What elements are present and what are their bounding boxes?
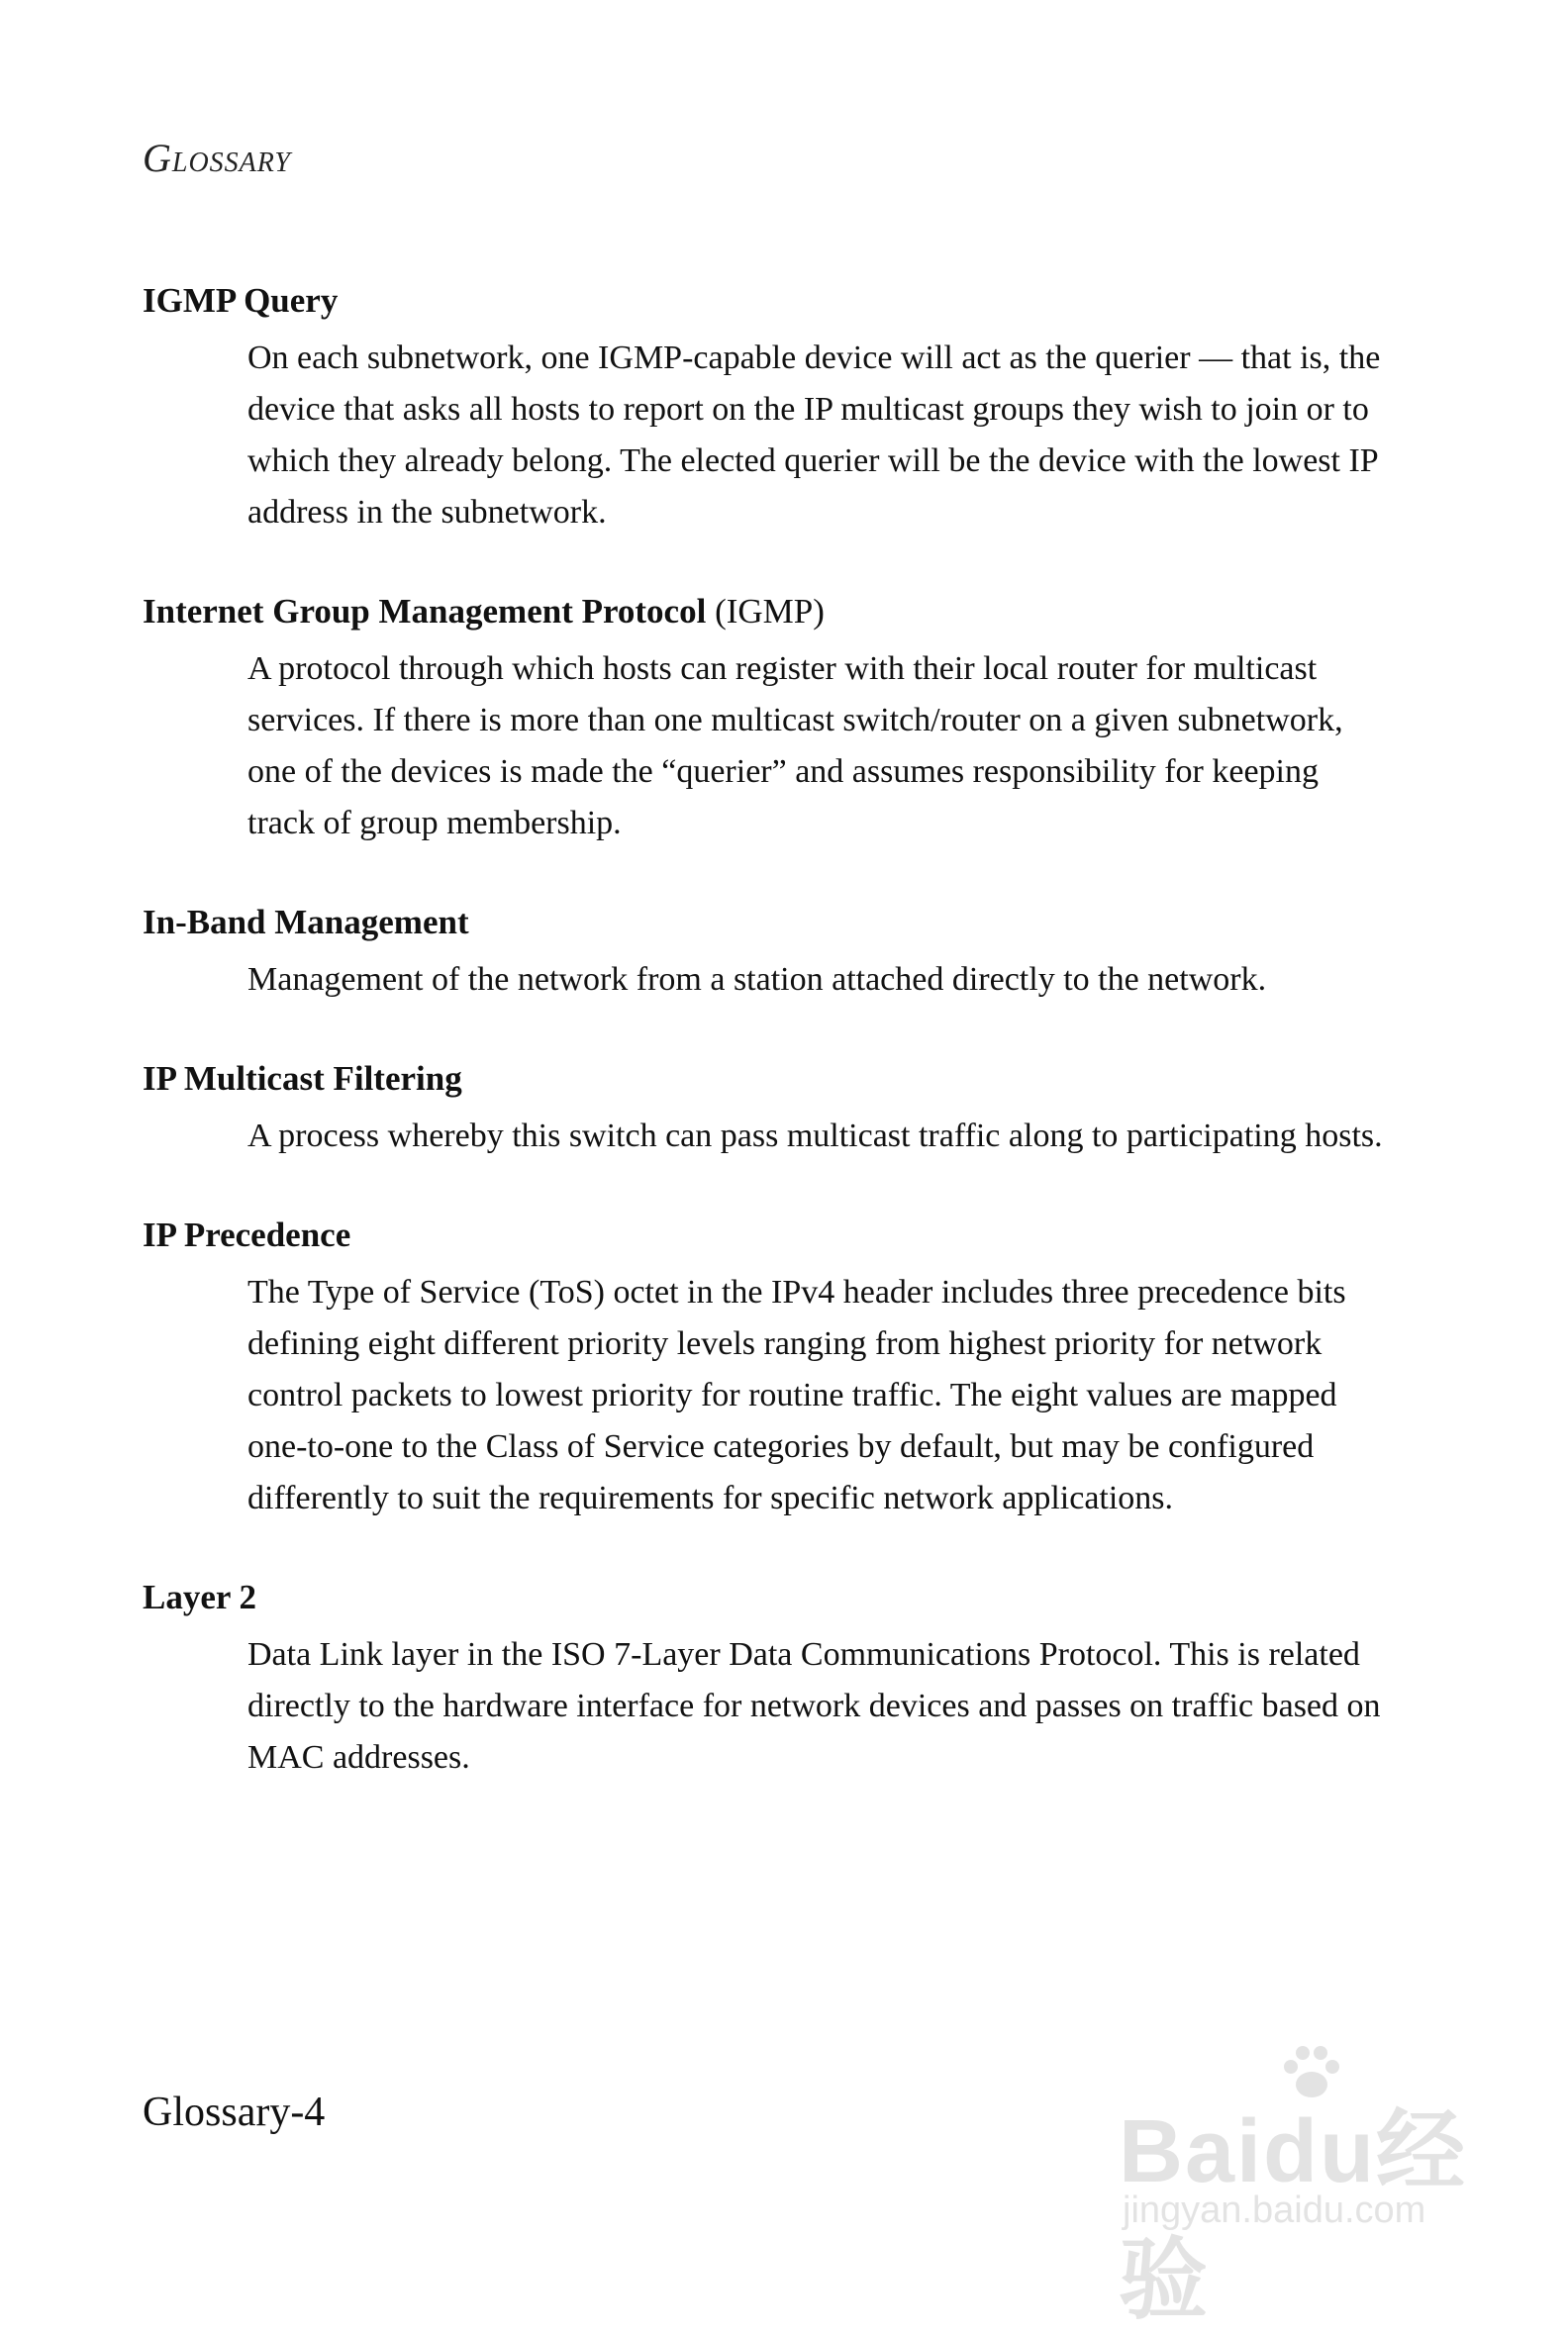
term: Internet Group Management Protocol xyxy=(143,592,707,631)
definition: Management of the network from a station attached directly to the network. xyxy=(247,961,1267,998)
term: Layer 2 xyxy=(143,1578,257,1616)
running-header: Glossary xyxy=(143,136,291,180)
term: IGMP Query xyxy=(143,281,339,320)
glossary-entry xyxy=(143,1051,1390,1162)
term-line xyxy=(143,1570,1390,1625)
term: IP Multicast Filtering xyxy=(143,1059,462,1098)
term: In-Band Management xyxy=(143,903,469,941)
watermark-url: jingyan.baidu.com xyxy=(1123,2190,1426,2231)
glossary-entry xyxy=(143,273,1390,538)
definition: A protocol through which hosts can register with their local router for multicast services. If there is more than one multicast switch/router on a given subnetwork, one of the devices is made the “querier” and assumes responsibility for keeping track of group membership. xyxy=(247,650,1343,841)
glossary-entry xyxy=(143,895,1390,1006)
glossary-list xyxy=(143,273,1390,1829)
watermark xyxy=(1109,2039,1505,2330)
glossary-entry xyxy=(143,584,1390,849)
definition: Data Link layer in the ISO 7-Layer Data Communications Protocol. This is related directly to the hardware interface for network devices and passes on traffic based on MAC addresses. xyxy=(247,1636,1381,1776)
term-abbreviation: (IGMP) xyxy=(706,592,825,631)
term-line xyxy=(143,895,1390,950)
glossary-entry xyxy=(143,1570,1390,1784)
term-line xyxy=(143,273,1390,329)
watermark-brand: Baidu经验 xyxy=(1119,2102,1468,2330)
term-line xyxy=(143,1208,1390,1263)
definition: On each subnetwork, one IGMP-capable device will act as the querier — that is, the device that asks all hosts to report on the IP multicast groups they wish to join or to which they already belong. The elected querier will be the device with the lowest IP address in the subnetwork. xyxy=(247,340,1381,531)
term-line xyxy=(143,1051,1390,1107)
definition: A process whereby this switch can pass multicast traffic along to participating hosts. xyxy=(247,1118,1383,1154)
definition: The Type of Service (ToS) octet in the IPv4 header includes three precedence bits defining eight different priority levels ranging from highest priority for network control packets to lowest priority for routine traffic. The eight values are mapped one-to-one to the Class of Service categories by default, but may be configured differently to suit the requirements for specific network applications. xyxy=(247,1274,1346,1516)
term-line xyxy=(143,584,1390,639)
term: IP Precedence xyxy=(143,1216,351,1254)
page-number: Glossary-4 xyxy=(143,2090,326,2135)
glossary-entry xyxy=(143,1208,1390,1524)
